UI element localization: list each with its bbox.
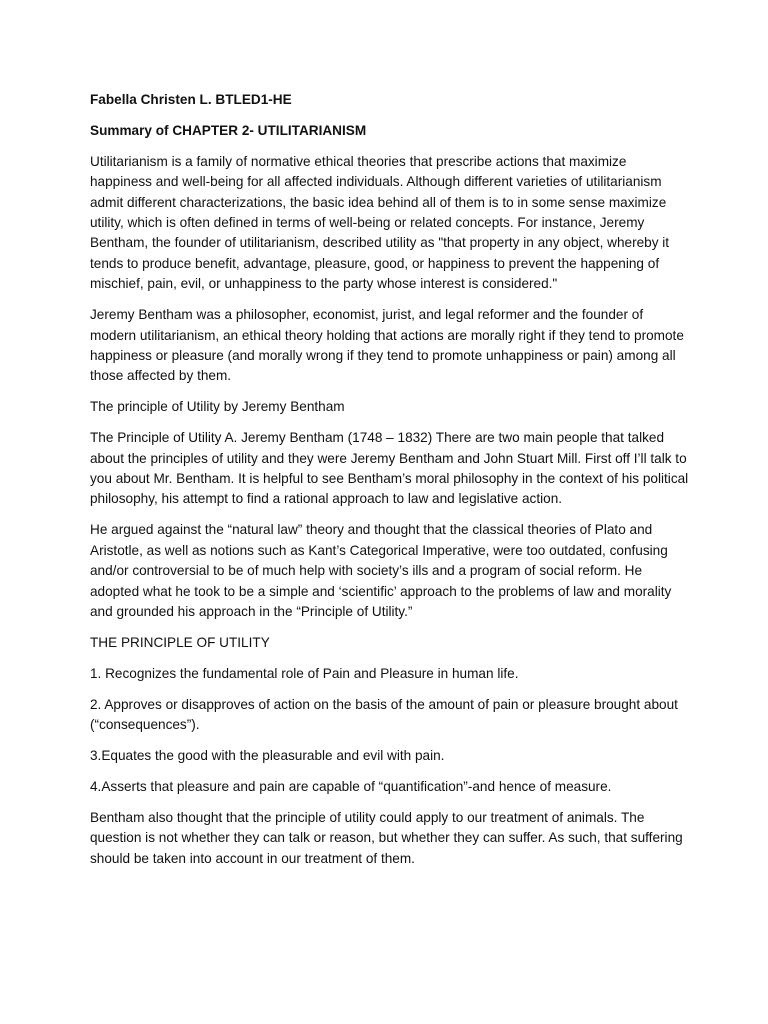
paragraph-principle-intro: The Principle of Utility A. Jeremy Bentham (1748 – 1832) There are two main people that talked about the principles of utility and they were Jeremy Bentham and John Stuart Mill. First off I’ll talk to you about Mr. Bentham. It is helpful to see Bentham’s moral philosophy in the context of his political philosophy, his attempt to find a rational approach to law and legislative action. bbox=[90, 430, 689, 507]
paragraph-bentham-bio: Jeremy Bentham was a philosopher, economist, jurist, and legal reformer and the founder of modern utilitarianism, an ethical theory holding that actions are morally right if they tend to promote happiness or pleasure (and morally wrong if they tend to promote unhappiness or pain) among all those affected by them. bbox=[90, 307, 684, 384]
list-item-2: 2. Approves or disapproves of action on the basis of the amount of pain or pleasure brought about (“consequences”). bbox=[90, 696, 678, 733]
author-line: Fabella Christen L. BTLED1-HE bbox=[90, 92, 292, 107]
paragraph-natural-law: He argued against the “natural law” theory and thought that the classical theories of Plato and Aristotle, as well as notions such as Kant’s Categorical Imperative, were too outdated, confusing and/or controversial to be of much help with society’s ills and a program of social reform. He adopted what he took to be a simple and ‘scientific’ approach to the problems of law and morality and grounded his approach in the “Principle of Utility.” bbox=[90, 522, 672, 619]
section-heading-principle-caps: THE PRINCIPLE OF UTILITY bbox=[90, 634, 270, 650]
section-heading-principle: The principle of Utility by Jeremy Bentham bbox=[90, 399, 345, 415]
document-title: Summary of CHAPTER 2- UTILITARIANISM bbox=[90, 122, 367, 138]
list-item-4: 4.Asserts that pleasure and pain are capable of “quantification”-and hence of measure. bbox=[90, 778, 612, 794]
document-page bbox=[90, 90, 690, 880]
paragraph-animals: Bentham also thought that the principle of utility could apply to our treatment of animals. The question is not whether they can talk or reason, but whether they can suffer. As such, that suffering should be taken into account in our treatment of them. bbox=[90, 809, 683, 866]
paragraph-utilitarianism-definition: Utilitarianism is a family of normative ethical theories that prescribe actions that maximize happiness and well-being for all affected individuals. Although different varieties of utilitarianism admit different characterizations, the basic idea behind all of them is to in some sense maximize utility, which is often defined in terms of well-being or related concepts. For instance, Jeremy Bentham, the founder of utilitarianism, described utility as "that property in any object, whereby it tends to produce benefit, advantage, pleasure, good, or happiness to prevent the happening of mischief, pain, evil, or unhappiness to the party whose interest is considered." bbox=[90, 153, 670, 292]
list-item-3: 3.Equates the good with the pleasurable and evil with pain. bbox=[90, 747, 445, 763]
list-item-1: 1. Recognizes the fundamental role of Pain and Pleasure in human life. bbox=[90, 665, 519, 681]
